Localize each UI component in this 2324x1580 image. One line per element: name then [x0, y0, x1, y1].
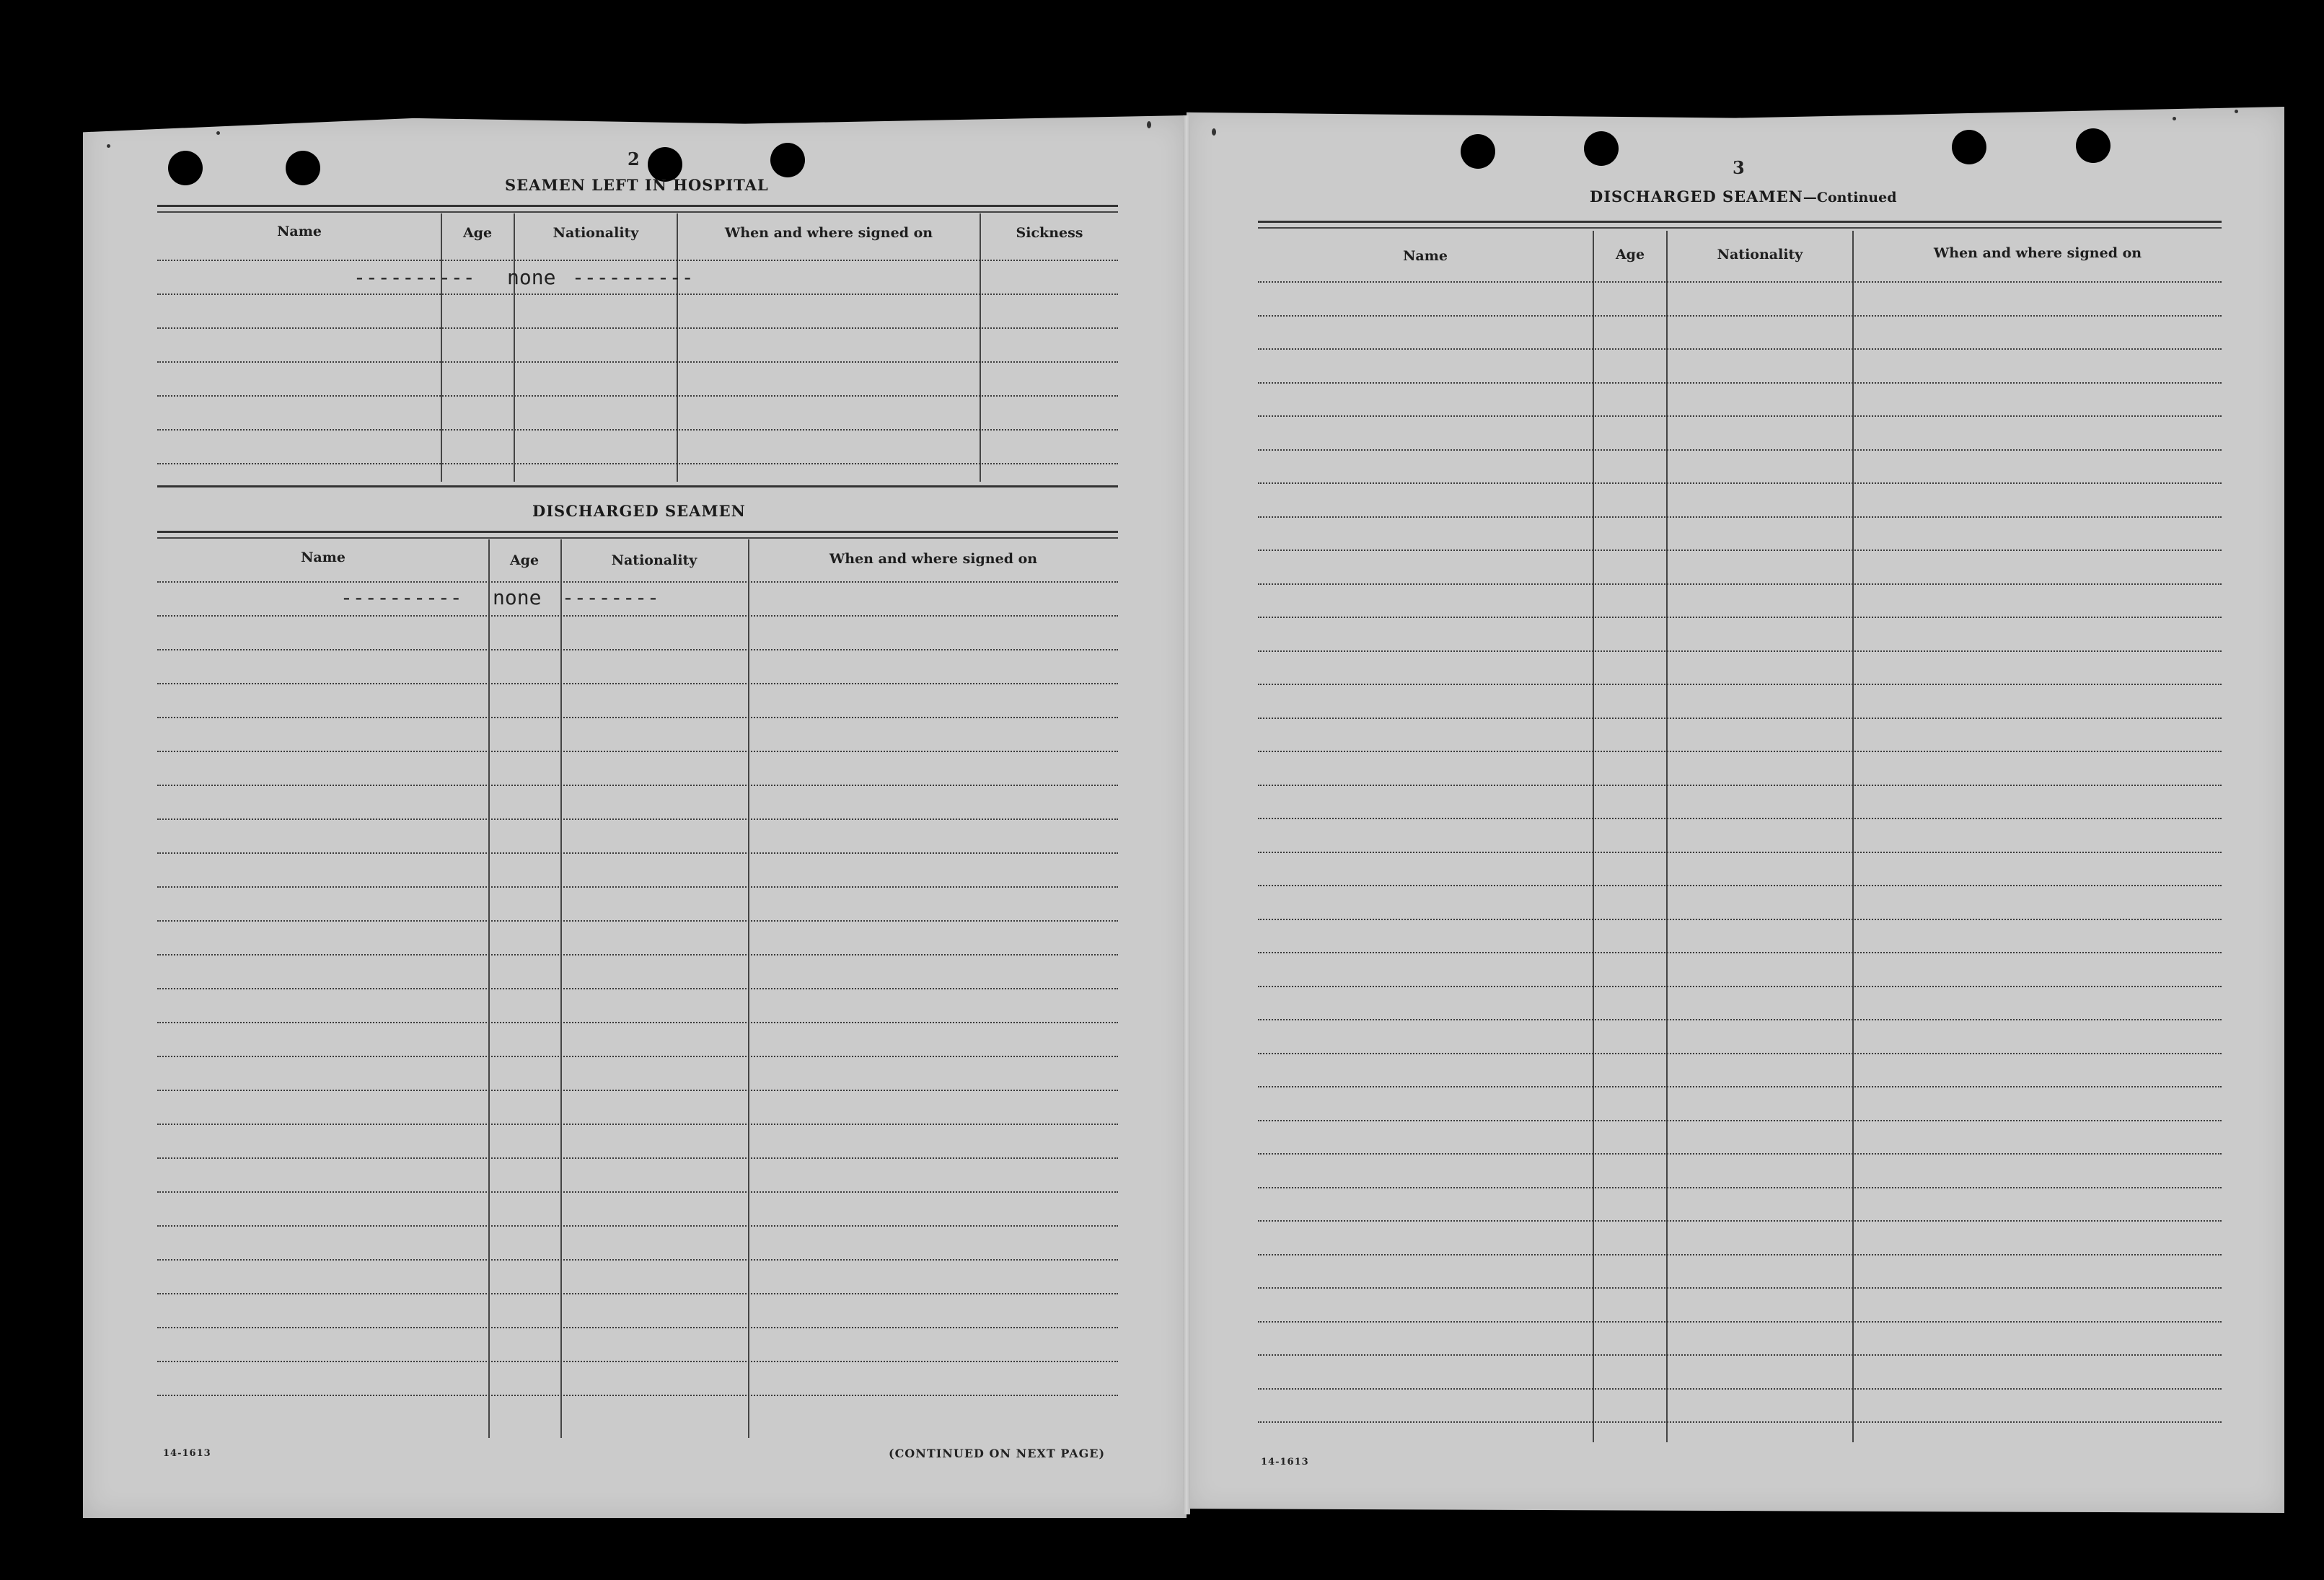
- ruled-row-line: [157, 1327, 1118, 1328]
- ruled-row-line: [1258, 1120, 2222, 1121]
- ruled-row-line: [1258, 986, 2222, 987]
- ruled-row-line: [1258, 1086, 2222, 1087]
- ruled-row-line: [157, 988, 1118, 989]
- col-header-signed-on: When and where signed on: [724, 225, 933, 241]
- ruled-row-line: [1258, 449, 2222, 451]
- left-page: [83, 115, 1187, 1518]
- ruled-row-line: [157, 1395, 1118, 1396]
- rule: [1258, 227, 2222, 229]
- ruled-row-line: [1258, 415, 2222, 417]
- ruled-row-line: [157, 683, 1118, 684]
- speck: [107, 144, 110, 148]
- hospital-entry-dashes: ----------: [572, 265, 694, 289]
- ruled-row-line: [157, 852, 1118, 854]
- ruled-row-line: [157, 1191, 1118, 1193]
- rule: [157, 205, 1118, 207]
- ruled-row-line: [157, 260, 1118, 261]
- ruled-row-line: [1258, 1254, 2222, 1255]
- ruled-row-line: [1258, 281, 2222, 283]
- col-header-name: Name: [277, 224, 322, 239]
- ruled-row-line: [157, 395, 1118, 397]
- col-header-age: Age: [1615, 247, 1645, 262]
- ruled-row-line: [1258, 583, 2222, 585]
- ruled-row-line: [157, 785, 1118, 786]
- section-title-discharged: DISCHARGED SEAMEN: [532, 502, 746, 520]
- ruled-row-line: [1258, 1220, 2222, 1222]
- ruled-row-line: [157, 886, 1118, 888]
- discharged-entry-dashes: --------: [562, 586, 659, 609]
- rule: [1258, 221, 2222, 223]
- rule: [157, 531, 1118, 533]
- ruled-row-line: [157, 327, 1118, 329]
- ruled-row-line: [1258, 650, 2222, 652]
- ruled-row-line: [1258, 1388, 2222, 1390]
- punch-hole: [1461, 134, 1495, 169]
- column-divider: [980, 213, 981, 482]
- ruled-row-line: [157, 1056, 1118, 1057]
- ruled-row-line: [1258, 718, 2222, 719]
- column-divider: [1593, 231, 1594, 1442]
- ruled-row-line: [157, 818, 1118, 820]
- column-divider: [441, 213, 442, 482]
- section-title-suffix: —Continued: [1803, 190, 1897, 206]
- ruled-row-line: [1258, 1321, 2222, 1323]
- col-header-name: Name: [301, 550, 345, 565]
- section-title-discharged-continued: [1590, 187, 1897, 206]
- col-header-signed-on: When and where signed on: [829, 551, 1038, 567]
- ruled-row-line: [1258, 885, 2222, 886]
- col-header-nationality: Nationality: [611, 552, 697, 568]
- ruled-row-line: [157, 717, 1118, 718]
- ruled-row-line: [1258, 617, 2222, 618]
- page-number: 2: [628, 149, 640, 169]
- punch-hole: [2076, 128, 2110, 163]
- page-fold: [1183, 115, 1190, 1514]
- hospital-entry-value: none: [507, 265, 556, 289]
- ruled-row-line: [157, 1361, 1118, 1362]
- rule: [157, 211, 1118, 213]
- ruled-row-line: [1258, 852, 2222, 853]
- ruled-row-line: [1258, 1187, 2222, 1188]
- ruled-row-line: [1258, 751, 2222, 752]
- form-number: 14-1613: [1261, 1457, 1309, 1468]
- ruled-row-line: [1258, 919, 2222, 920]
- ruled-row-line: [1258, 1354, 2222, 1356]
- column-divider: [1666, 231, 1668, 1442]
- rule: [157, 485, 1118, 487]
- hospital-entry-dashes: ----------: [353, 265, 475, 289]
- punch-hole: [770, 143, 805, 177]
- ruled-row-line: [157, 1022, 1118, 1023]
- ruled-row-line: [157, 1157, 1118, 1159]
- ruled-row-line: [1258, 1153, 2222, 1155]
- ruled-row-line: [157, 1293, 1118, 1294]
- section-title-hospital: SEAMEN LEFT IN HOSPITAL: [505, 176, 769, 194]
- punch-hole: [1584, 131, 1619, 166]
- continued-note: (CONTINUED ON NEXT PAGE): [889, 1447, 1106, 1460]
- ruled-row-line: [157, 1124, 1118, 1125]
- discharged-entry-value: none: [493, 586, 542, 609]
- ruled-row-line: [157, 1259, 1118, 1261]
- ruled-row-line: [1258, 684, 2222, 685]
- speck: [1147, 121, 1151, 128]
- punch-hole: [168, 151, 203, 185]
- section-title-text: DISCHARGED SEAMEN: [1590, 187, 1803, 206]
- ruled-row-line: [1258, 818, 2222, 819]
- ruled-row-line: [1258, 550, 2222, 551]
- ruled-row-line: [1258, 952, 2222, 953]
- ruled-row-line: [1258, 1053, 2222, 1054]
- form-number: 14-1613: [163, 1448, 211, 1459]
- page-number: 3: [1733, 157, 1745, 178]
- ruled-row-line: [157, 463, 1118, 464]
- ruled-row-line: [157, 581, 1118, 583]
- ruled-row-line: [1258, 785, 2222, 786]
- col-header-age: Age: [509, 552, 540, 568]
- discharged-entry-dashes: ----------: [340, 586, 462, 609]
- ruled-row-line: [157, 294, 1118, 295]
- col-header-sickness: Sickness: [1016, 225, 1083, 241]
- ruled-row-line: [1258, 516, 2222, 518]
- col-header-nationality: Nationality: [1717, 247, 1803, 262]
- speck: [216, 131, 220, 135]
- ruled-row-line: [1258, 1287, 2222, 1289]
- ruled-row-line: [1258, 482, 2222, 484]
- ruled-row-line: [157, 1090, 1118, 1091]
- column-divider: [677, 213, 678, 482]
- ruled-row-line: [157, 429, 1118, 431]
- ruled-row-line: [157, 954, 1118, 955]
- punch-hole: [1952, 130, 1986, 164]
- ruled-row-line: [157, 1225, 1118, 1227]
- col-header-signed-on: When and where signed on: [1933, 245, 2142, 261]
- col-header-nationality: Nationality: [553, 225, 639, 241]
- col-header-age: Age: [462, 225, 493, 241]
- speck: [2173, 117, 2176, 120]
- ruled-row-line: [1258, 1019, 2222, 1020]
- speck: [2235, 110, 2238, 113]
- punch-hole: [286, 151, 320, 185]
- ruled-row-line: [1258, 348, 2222, 350]
- rule: [157, 537, 1118, 539]
- ruled-row-line: [157, 649, 1118, 650]
- ruled-row-line: [1258, 315, 2222, 317]
- ruled-row-line: [1258, 382, 2222, 384]
- col-header-name: Name: [1403, 248, 1448, 264]
- right-page: [1187, 107, 2284, 1513]
- speck: [1212, 128, 1216, 136]
- ruled-row-line: [157, 615, 1118, 617]
- ruled-row-line: [157, 751, 1118, 752]
- ruled-row-line: [157, 361, 1118, 363]
- column-divider: [514, 213, 515, 482]
- ruled-row-line: [157, 920, 1118, 922]
- column-divider: [1852, 231, 1854, 1442]
- ruled-row-line: [1258, 1421, 2222, 1423]
